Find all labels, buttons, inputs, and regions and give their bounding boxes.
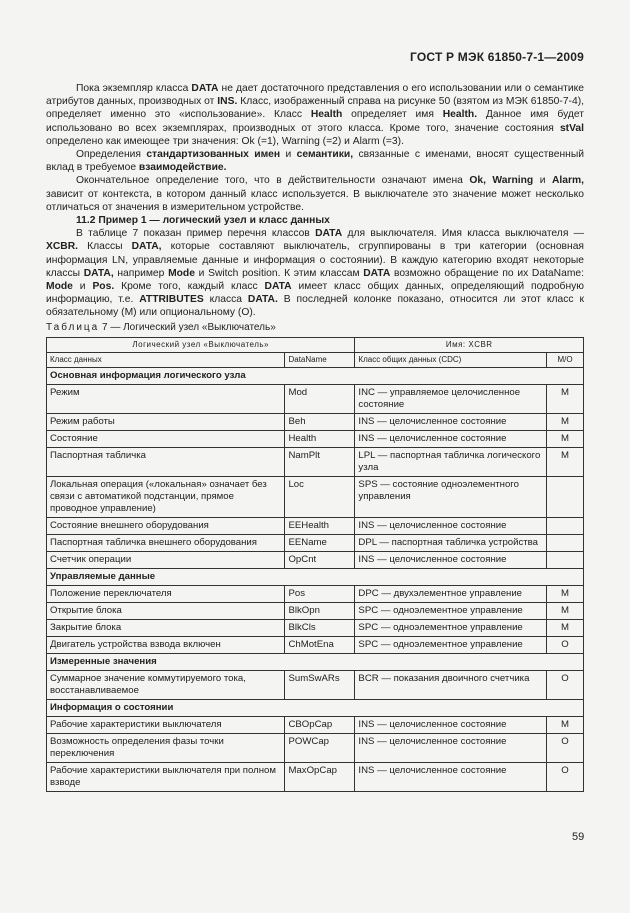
text-run: Класс, изображенный справа на рисунке 50 (взятом из МЭК 61850-7-4), определяет именно это «использование». Класс: [46, 96, 584, 121]
group-row: [47, 368, 584, 385]
dataname-cell: BlkOpn: [285, 603, 355, 620]
col-header-cdc: Класс общих данных (CDC): [355, 353, 547, 368]
group-title: Управляемые данные: [47, 569, 584, 586]
data-class-cell: Рабочие характеристики выключателя: [47, 717, 285, 734]
bold-term: XCBR.: [46, 241, 79, 253]
text-run: для выключателя. Имя класса выключателя —: [342, 228, 584, 240]
cdc-cell: INS — целочисленное состояние: [355, 518, 547, 535]
table-row: [47, 431, 584, 448]
paragraph: [46, 148, 584, 174]
table-caption-text: 7 — Логический узел «Выключатель»: [102, 322, 276, 333]
text-run: Кроме того, каждый класс: [114, 281, 265, 293]
bold-term: 11.2 Пример 1 — логический узел и класс данных: [76, 215, 330, 227]
mo-cell: M: [547, 620, 584, 637]
data-class-cell: Локальная операция («локальная» означает без связи с автоматикой подстанции, прямое проводное управление): [47, 477, 285, 518]
cdc-cell: DPL — паспортная табличка устройства: [355, 535, 547, 552]
data-class-cell: Возможность определения фазы точки переключения: [47, 734, 285, 763]
table-caption: [46, 322, 276, 333]
col-header-data-class: Класс данных: [47, 353, 285, 368]
table-row: [47, 448, 584, 477]
bold-term: Mode: [46, 281, 73, 293]
cdc-cell: INS — целочисленное состояние: [355, 414, 547, 431]
mo-cell: [547, 518, 584, 535]
cdc-cell: INC — управляемое целочисленное состояние: [355, 385, 547, 414]
breaker-table: [46, 337, 584, 792]
group-row: [47, 569, 584, 586]
table-row: [47, 603, 584, 620]
data-class-cell: Паспортная табличка внешнего оборудования: [47, 535, 285, 552]
bold-term: DATA: [363, 267, 391, 279]
mo-cell: M: [547, 385, 584, 414]
cdc-cell: SPC — одноэлементное управление: [355, 637, 547, 654]
column-header-row: [47, 353, 584, 368]
text-run: не дает достаточного представления о его использовании или о семантике атрибутов данных, производных от: [46, 83, 584, 108]
table-row: [47, 734, 584, 763]
bold-term: семантики,: [296, 149, 354, 161]
data-class-cell: Счетчик операции: [47, 552, 285, 569]
bold-term: DATA,: [83, 267, 114, 279]
table-row: [47, 477, 584, 518]
data-class-cell: Открытие блока: [47, 603, 285, 620]
text-run: Данное имя будет использовано во всех экземплярах, производных от этого класса. Кроме того, значение состояния: [46, 109, 584, 134]
bold-term: DATA.: [247, 294, 278, 306]
bold-term: Pos.: [92, 281, 115, 293]
body-text: [46, 82, 584, 320]
dataname-cell: Pos: [285, 586, 355, 603]
table-row: [47, 763, 584, 792]
dataname-cell: BlkCls: [285, 620, 355, 637]
bold-term: Mode: [168, 267, 195, 279]
dataname-cell: NamPlt: [285, 448, 355, 477]
bold-term: Ok, Warning: [469, 175, 534, 187]
dataname-cell: SumSwARs: [285, 671, 355, 700]
bold-term: DATA,: [131, 241, 162, 253]
dataname-cell: OpCnt: [285, 552, 355, 569]
paragraph: [46, 82, 584, 148]
mo-cell: O: [547, 763, 584, 792]
data-class-cell: Закрытие блока: [47, 620, 285, 637]
group-title: Измеренные значения: [47, 654, 584, 671]
page-number: 59: [572, 831, 585, 843]
bold-term: стандартизованных имен: [146, 149, 281, 161]
dataname-cell: Mod: [285, 385, 355, 414]
text-run: Окончательное определение того, что в действительности означают имена: [76, 175, 470, 187]
mo-cell: O: [547, 671, 584, 700]
text-run: Пока экземпляр класса: [76, 83, 192, 94]
dataname-cell: EEName: [285, 535, 355, 552]
text-run: класса: [203, 294, 248, 306]
text-run: определяет имя: [342, 109, 443, 121]
mo-cell: M: [547, 717, 584, 734]
data-class-cell: Режим: [47, 385, 285, 414]
group-title: Основная информация логического узла: [47, 368, 584, 385]
text-run: и: [533, 175, 552, 187]
text-run: Определения: [76, 149, 147, 161]
group-row: [47, 654, 584, 671]
text-run: которые составляют выключатель, сгруппированы в три категории (основная информация LN, управляемые данные и информация о состоянии). В каждую категорию входят некоторые классы: [46, 241, 584, 279]
bold-term: ATTRIBUTES: [139, 294, 204, 306]
mo-cell: [547, 535, 584, 552]
cdc-cell: DPC — двухэлементное управление: [355, 586, 547, 603]
text-run: определено как имеющее три значения: Ok (=1), Warning (=2) и Alarm (=3).: [46, 135, 404, 147]
text-run: Классы: [78, 241, 132, 253]
table-row: [47, 717, 584, 734]
dataname-cell: ChMotEna: [285, 637, 355, 654]
table-row: [47, 586, 584, 603]
text-run: например: [113, 267, 169, 279]
dataname-cell: CBOpCap: [285, 717, 355, 734]
dataname-cell: Loc: [285, 477, 355, 518]
mo-cell: M: [547, 586, 584, 603]
cdc-cell: INS — целочисленное состояние: [355, 552, 547, 569]
data-class-cell: Положение переключателя: [47, 586, 285, 603]
dataname-cell: Beh: [285, 414, 355, 431]
table-row: [47, 518, 584, 535]
table-row: [47, 671, 584, 700]
cdc-cell: LPL — паспортная табличка логического узла: [355, 448, 547, 477]
text-run: связанные с именами, вносят существенный вклад в требуемое: [46, 149, 584, 174]
table-row: [47, 414, 584, 431]
table-row: [47, 535, 584, 552]
logical-node-header: Логический узел «Выключатель»: [47, 338, 355, 353]
dataname-cell: EEHealth: [285, 518, 355, 535]
class-name-header: Имя: XCBR: [355, 338, 584, 353]
table-row: [47, 552, 584, 569]
table-caption-label: Таблица: [46, 322, 100, 333]
text-run: В последней колонке показано, относится ли этот класс к обязательному (M) или опциональному (O).: [46, 294, 584, 319]
cdc-cell: BCR — показания двоичного счетчика: [355, 671, 547, 700]
bold-term: Health: [310, 109, 343, 121]
bold-term: DATA: [264, 281, 292, 293]
text-run: и: [72, 281, 93, 293]
cdc-cell: INS — целочисленное состояние: [355, 734, 547, 763]
cdc-cell: INS — целочисленное состояние: [355, 763, 547, 792]
text-run: зависит от контекста, в котором данный класс используется. В выключателе это значение может несколько отличаться от значения в измерительном устройстве.: [46, 188, 584, 213]
mo-cell: O: [547, 734, 584, 763]
text-run: и: [280, 149, 297, 161]
bold-term: INS.: [217, 96, 238, 108]
dataname-cell: POWCap: [285, 734, 355, 763]
section-heading: [46, 214, 584, 227]
text-run: В таблице 7 показан пример перечня классов: [76, 228, 316, 240]
mo-cell: M: [547, 414, 584, 431]
group-title: Информация о состоянии: [47, 700, 584, 717]
data-class-cell: Состояние внешнего оборудования: [47, 518, 285, 535]
cdc-cell: INS — целочисленное состояние: [355, 717, 547, 734]
bold-term: DATA: [315, 228, 343, 240]
col-header-dataname: DataName: [285, 353, 355, 368]
bold-term: DATA: [191, 83, 219, 94]
table-row: [47, 637, 584, 654]
data-class-cell: Суммарное значение коммутируемого тока, восстанавливаемое: [47, 671, 285, 700]
data-class-cell: Паспортная табличка: [47, 448, 285, 477]
bold-term: взаимодействие.: [138, 162, 227, 174]
dataname-cell: MaxOpCap: [285, 763, 355, 792]
data-class-cell: Режим работы: [47, 414, 285, 431]
cdc-cell: SPC — одноэлементное управление: [355, 620, 547, 637]
text-run: возможно обращение по их DataName:: [390, 267, 584, 279]
table-row: [47, 620, 584, 637]
text-run: имеет класс общих данных, определяющий подробную информацию, т.е.: [46, 281, 584, 306]
data-class-cell: Рабочие характеристики выключателя при полном взводе: [47, 763, 285, 792]
dataname-cell: Health: [285, 431, 355, 448]
bold-term: Alarm,: [551, 175, 584, 187]
mo-cell: O: [547, 637, 584, 654]
mo-cell: M: [547, 448, 584, 477]
mo-cell: [547, 477, 584, 518]
table-row: [47, 385, 584, 414]
bold-term: stVal: [559, 122, 584, 134]
cdc-cell: SPS — состояние одноэлементного управления: [355, 477, 547, 518]
table-top-header: [47, 338, 584, 353]
text-run: и Switch position. К этим классам: [194, 267, 364, 279]
mo-cell: [547, 552, 584, 569]
paragraph: [46, 174, 584, 214]
mo-cell: M: [547, 431, 584, 448]
cdc-cell: SPC — одноэлементное управление: [355, 603, 547, 620]
cdc-cell: INS — целочисленное состояние: [355, 431, 547, 448]
col-header-mo: M/O: [547, 353, 584, 368]
paragraph: [46, 227, 584, 319]
mo-cell: M: [547, 603, 584, 620]
data-class-cell: Состояние: [47, 431, 285, 448]
document-header: ГОСТ Р МЭК 61850-7-1—2009: [410, 50, 584, 64]
group-row: [47, 700, 584, 717]
bold-term: Health.: [442, 109, 478, 121]
data-class-cell: Двигатель устройства взвода включен: [47, 637, 285, 654]
